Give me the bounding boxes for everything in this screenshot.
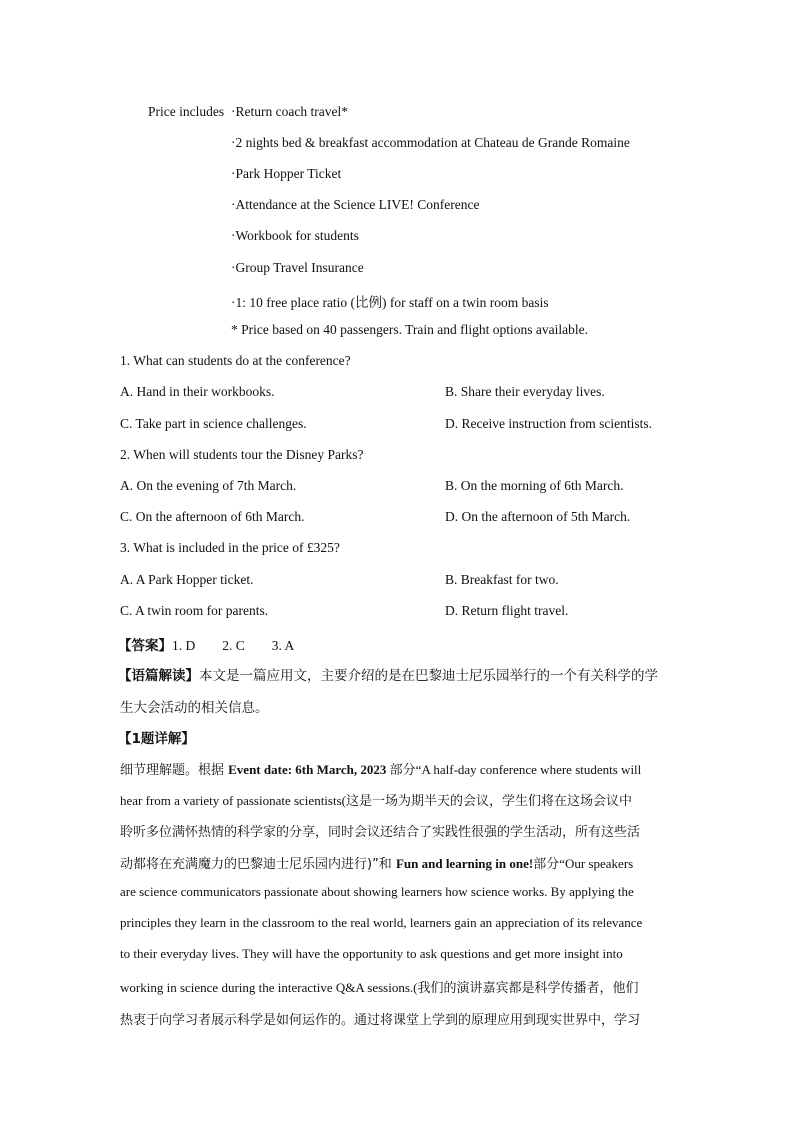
question-1-option-a: A. Hand in their workbooks.	[120, 384, 275, 399]
price-item-insurance: ·Group Travel Insurance	[231, 260, 364, 275]
price-item-coach: ·Return coach travel*	[231, 104, 348, 119]
price-item-workbook: ·Workbook for students	[231, 228, 359, 243]
question-3-option-d: D. Return flight travel.	[445, 603, 569, 618]
price-item-conference: ·Attendance at the Science LIVE! Conference	[231, 197, 480, 212]
detail-line-4-prefix: 动都将在充满魔力的巴黎迪士尼乐园内进行)”和	[120, 857, 396, 872]
detail-line-1-prefix: 细节理解题。根据	[120, 763, 229, 778]
answer-line	[118, 634, 294, 654]
detail-fun-learning: Fun and learning in one!	[395, 856, 534, 871]
price-note: * Price based on 40 passengers. Train and flight options available.	[231, 322, 588, 337]
price-includes-label: Price includes	[148, 104, 225, 119]
question-3-option-c: C. A twin room for parents.	[120, 603, 269, 618]
detail-line-5: are science communicators passionate about showing learners how science works. By applying the	[120, 884, 634, 899]
question-1-option-c: C. Take part in science challenges.	[120, 416, 307, 431]
detail-line-1-suffix: 部分“A half-day conference where students will	[386, 762, 642, 777]
question-3-option-a: A. A Park Hopper ticket.	[120, 572, 254, 587]
interpretation-line-1	[118, 664, 674, 684]
interpretation-text-1: 本文是一篇应用文，主要介绍的是在巴黎迪士尼乐园举行的一个有关科学的学	[199, 668, 658, 684]
detail-event-date: Event date: 6th March, 2023	[228, 762, 387, 777]
question-3: 3. What is included in the price of £325?	[120, 540, 340, 555]
detail-line-7: to their everyday lives. They will have the opportunity to ask questions and get more insight into	[120, 946, 623, 961]
question-2-option-d: D. On the afternoon of 5th March.	[445, 509, 631, 524]
detail-line-4	[120, 853, 676, 872]
question-2-option-a: A. On the evening of 7th March.	[120, 478, 297, 493]
detail-line-3: 聆听多位满怀热情的科学家的分享，同时会议还结合了实践性很强的学生活动，所有这些活	[120, 825, 641, 840]
price-item-accommodation: ·2 nights bed & breakfast accommodation at Chateau de Grande Romaine	[231, 135, 630, 150]
detail-line-2: hear from a variety of passionate scientists(这是一场为期半天的会议，学生们将在这场会议中	[120, 793, 632, 808]
detail-heading: 【1题详解】	[118, 731, 195, 747]
question-3-option-b: B. Breakfast for two.	[445, 572, 559, 587]
answer-label: 【答案】	[118, 638, 172, 654]
question-1-option-d: D. Receive instruction from scientists.	[445, 416, 652, 431]
question-2: 2. When will students tour the Disney Parks?	[120, 447, 364, 462]
detail-line-6: principles they learn in the classroom to the real world, learners gain an appreciation of its relevance	[120, 915, 643, 930]
interpretation-line-2: 生大会活动的相关信息。	[120, 700, 269, 716]
question-1-option-b: B. Share their everyday lives.	[445, 384, 605, 399]
question-2-option-c: C. On the afternoon of 6th March.	[120, 509, 305, 524]
answer-values: 1. D 2. C 3. A	[172, 638, 295, 653]
question-1: 1. What can students do at the conference?	[120, 353, 351, 368]
question-2-option-b: B. On the morning of 6th March.	[445, 478, 624, 493]
price-item-park-hopper: ·Park Hopper Ticket	[231, 166, 342, 181]
detail-line-1	[120, 759, 676, 778]
detail-line-4-suffix: 部分“Our speakers	[533, 856, 634, 871]
interpretation-label: 【语篇解读】	[118, 668, 199, 684]
detail-line-9: 热衷于向学习者展示科学是如何运作的。通过将课堂上学到的原理应用到现实世界中，学习	[120, 1013, 641, 1028]
price-item-ratio: ·1: 10 free place ratio (比例) for staff on a twin room basis	[231, 295, 549, 310]
detail-line-8: working in science during the interactive Q&A sessions.(我们的演讲嘉宾都是科学传播者，他们	[120, 980, 639, 995]
